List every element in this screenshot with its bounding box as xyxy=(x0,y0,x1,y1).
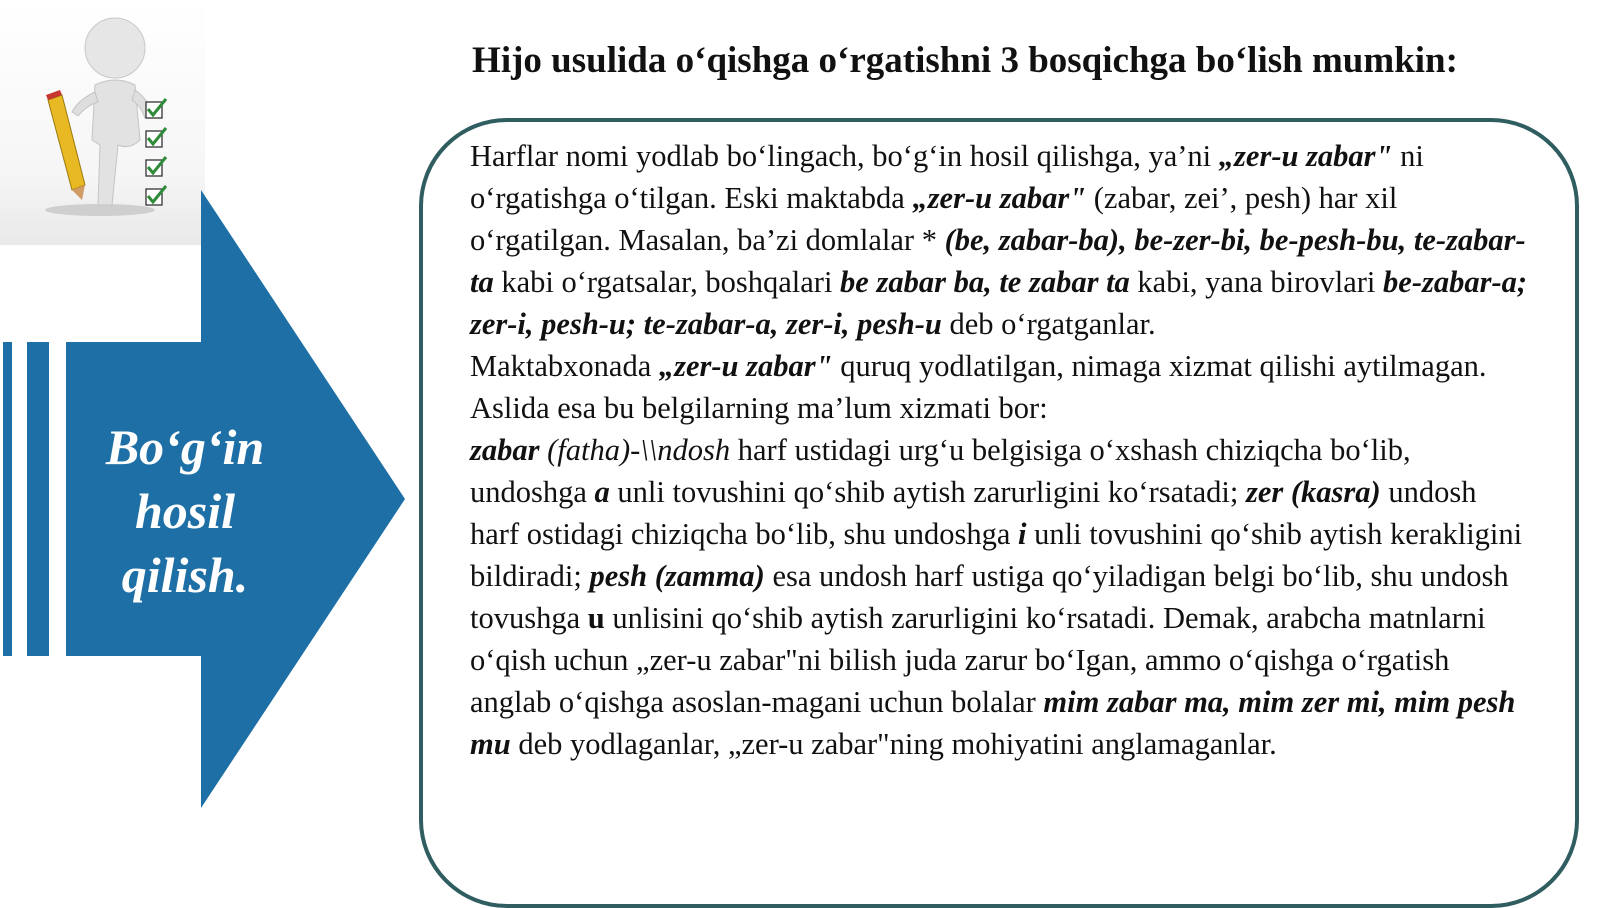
text-segment: unli tovushini qo‘shib aytish kerakligini bildiradi; xyxy=(470,517,1523,593)
content-text xyxy=(470,135,1530,765)
content-paragraph xyxy=(470,135,1530,345)
text-segment: a xyxy=(594,475,610,509)
text-segment: be zabar ba, te zabar ta xyxy=(840,265,1130,299)
content-paragraph xyxy=(470,345,1530,429)
content-paragraph xyxy=(470,429,1530,765)
arrow-stripe-1 xyxy=(3,342,12,656)
arrow-label-line-2: hosil xyxy=(134,483,236,539)
text-segment: harf ustidagi urg‘u belgisiga o‘xshash chiziqcha bo‘lib, undoshga xyxy=(470,433,1411,509)
person-figure-icon xyxy=(72,18,150,205)
text-segment: unlisini qo‘shib aytish zarurligini ko‘rsatadi. Demak, arabcha matnlarni o‘qish uchun „zer-u zabar"ni bilish juda zarur bo‘Igan, ammo o‘qishga o‘rgatish anglab o‘qishga asoslan-magani uchun bolalar xyxy=(470,601,1486,719)
text-segment: „zer-u zabar" xyxy=(658,349,833,383)
text-segment: i xyxy=(1018,517,1027,551)
text-segment: Maktabxonada xyxy=(470,349,659,383)
text-segment: kabi o‘rgatsalar, boshqalari xyxy=(493,265,841,299)
text-segment: esa undosh harf ustiga qo‘yiladigan belgi bo‘lib, shu undosh tovushga xyxy=(470,559,1509,635)
arrow-label-line-3: qilish. xyxy=(121,547,249,603)
text-segment: kabi, yana birovlari xyxy=(1129,265,1384,299)
text-segment: „zer-u zabar" xyxy=(1218,139,1393,173)
text-segment: u xyxy=(587,601,605,635)
text-segment: quruq yodlatilgan, nimaga xizmat qilishi aytilmagan. Aslida esa bu belgilarning ma’lum xizmati bor: xyxy=(470,349,1487,425)
text-segment: zabar xyxy=(470,433,540,467)
text-segment: deb yodlaganlar, „zer-u zabar"ning mohiyatini anglamaganlar. xyxy=(510,727,1277,761)
text-segment: zer (kasra) xyxy=(1245,475,1381,509)
text-segment: (fatha)-\\ndosh xyxy=(539,433,731,467)
arrow-stripe-2 xyxy=(27,342,49,656)
text-segment: pesh (zamma) xyxy=(589,559,765,593)
slide-title: Hijo usulida o‘qishga o‘rgatishni 3 bosqichga bo‘lish mumkin: xyxy=(472,40,1458,81)
text-segment: „zer-u zabar" xyxy=(912,181,1087,215)
text-segment: (be, zabar-ba), be-zer-bi, be-pesh-bu, te-zabar-ta xyxy=(470,223,1526,299)
text-segment: mim zabar ma, mim zer mi, mim pesh mu xyxy=(470,685,1516,761)
text-segment: ni o‘rgatishga o‘tilgan. Eski maktabda xyxy=(470,139,1424,215)
arrow-label-line-1: Bo‘g‘in xyxy=(105,419,265,475)
text-segment: unli tovushini qo‘shib aytish zarurligini ko‘rsatadi; xyxy=(609,475,1246,509)
text-segment: be-zabar-a; zer-i, pesh-u; te-zabar-a, zer-i, pesh-u xyxy=(470,265,1528,341)
text-segment: deb o‘rgatganlar. xyxy=(941,307,1156,341)
text-segment: (zabar, zei’, pesh) har xil o‘rgatilgan. Masalan, ba’zi domlalar * xyxy=(470,181,1398,257)
text-segment: Harflar nomi yodlab bo‘lingach, bo‘g‘in hosil qilishga, ya’ni xyxy=(470,139,1219,173)
text-segment: undosh harf ostidagi chiziqcha bo‘lib, shu undoshga xyxy=(470,475,1477,551)
arrow-label xyxy=(60,415,310,607)
